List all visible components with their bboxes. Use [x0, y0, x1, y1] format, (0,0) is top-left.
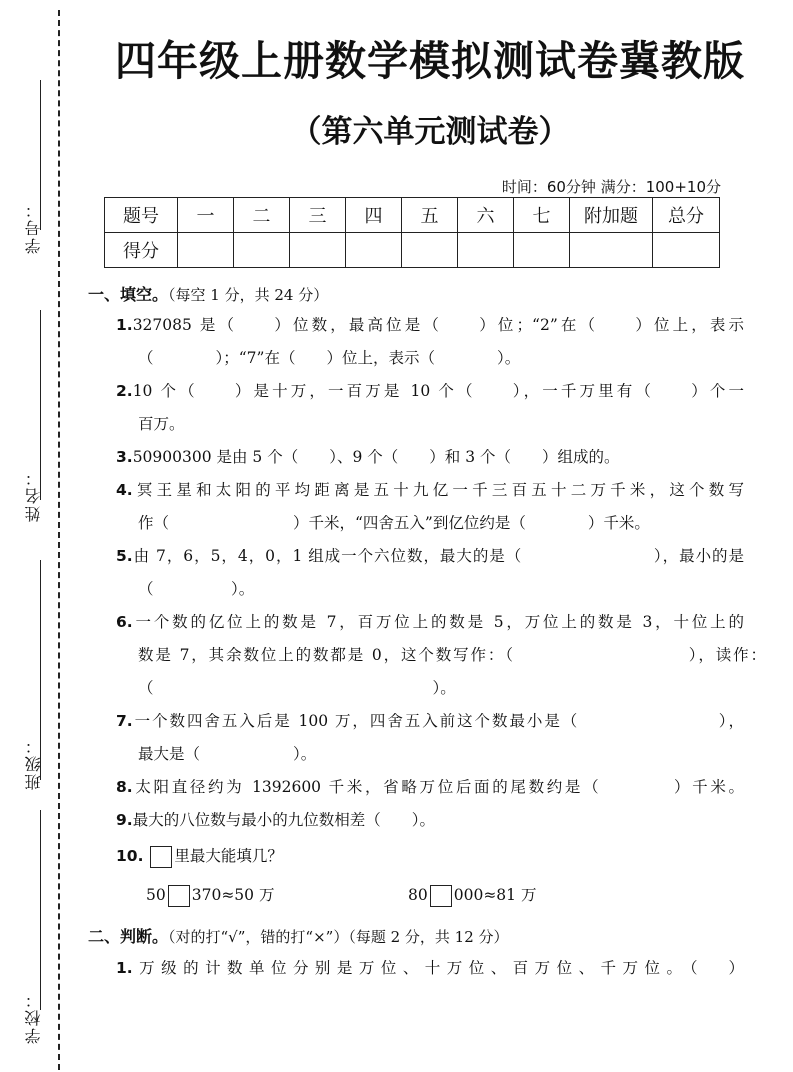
question-number: 5. [116, 547, 133, 565]
answer-box[interactable] [168, 885, 190, 907]
score-header-cell: 六 [458, 198, 514, 233]
question-text: 由 7，6，5，4，0，1 组成一个六位数，最大的是（ ），最小的是 [132, 547, 744, 565]
answer-box[interactable] [150, 846, 172, 868]
question-5-line-1 [116, 540, 744, 573]
question-number: 9. [116, 811, 133, 829]
question-4-line-2 [116, 507, 766, 540]
question-text: 最大是（ ）。 [138, 745, 317, 763]
school-line [40, 810, 41, 1010]
question-text: 最大的八位数与最小的九位数相差（ ）。 [132, 811, 435, 829]
question-6-line-3 [116, 672, 766, 705]
question-1-line-2 [116, 342, 766, 375]
question-text: （ ）。 [138, 580, 255, 598]
class-label: 班级： [24, 736, 43, 790]
score-cell[interactable] [346, 233, 402, 268]
judge-1 [116, 952, 744, 985]
score-header-cell: 七 [514, 198, 570, 233]
score-header-cell: 总分 [653, 198, 720, 233]
score-cell[interactable] [514, 233, 570, 268]
question-6-line-1 [116, 606, 744, 639]
q10-item-suffix: 370≈50 万 [191, 886, 275, 904]
question-text: 10 个（ ）是十万，一百万是 10 个（ ），一千万里有（ ）个一 [132, 382, 744, 400]
page-title: 四年级上册数学模拟测试卷冀教版 [115, 37, 745, 85]
school-label: 学校： [24, 990, 43, 1044]
score-header-cell: 五 [402, 198, 458, 233]
question-text: 一个数的亿位上的数是 7，百万位上的数是 5，万位上的数是 3，十位上的 [132, 613, 744, 631]
question-2-line-2 [116, 408, 766, 441]
question-7-line-1 [116, 705, 744, 738]
question-9-line-1 [116, 804, 744, 837]
section-fill-heading [88, 282, 328, 305]
question-text: （ ）；“7”在（ ）位上，表示（ ）。 [138, 349, 521, 367]
question-2-line-1 [116, 375, 744, 408]
exam-meta: 时间：60分钟 满分：100+10分 [501, 178, 721, 196]
question-3-line-1 [116, 441, 744, 474]
score-cell[interactable] [290, 233, 346, 268]
section-fill-title: 一、填空。 [88, 285, 169, 304]
question-number: 10. [116, 847, 144, 865]
q10-item-2 [408, 880, 536, 910]
student-id-label: 学号： [24, 200, 43, 254]
section-judge-title: 二、判断。 [88, 927, 169, 946]
score-table-score-row [105, 233, 720, 268]
answer-box[interactable] [430, 885, 452, 907]
score-header-cell: 三 [290, 198, 346, 233]
score-cell[interactable] [458, 233, 514, 268]
score-cell[interactable] [178, 233, 234, 268]
question-text: 作（ ）千米，“四舍五入”到亿位约是（ ）千米。 [138, 514, 650, 532]
question-6-line-2 [116, 639, 766, 672]
score-header-cell: 一 [178, 198, 234, 233]
score-header-cell: 题号 [105, 198, 178, 233]
question-number: 3. [116, 448, 133, 466]
question-number: 2. [116, 382, 133, 400]
q10-item-prefix: 80 [408, 886, 428, 904]
question-5-line-2 [116, 573, 766, 606]
score-table-header-row [105, 198, 720, 233]
score-header-cell: 附加题 [570, 198, 653, 233]
score-cell[interactable] [234, 233, 290, 268]
name-label: 姓名： [24, 468, 43, 522]
question-number: 1. [116, 316, 133, 334]
score-header-cell: 四 [346, 198, 402, 233]
question-text: 里最大能填几？ [174, 847, 283, 865]
question-text: 太阳直径约为 1392600 千米，省略万位后面的尾数约是（ ）千米。 [132, 778, 744, 796]
question-number: 4. [116, 481, 133, 499]
question-8-line-1 [116, 771, 744, 804]
score-cell[interactable] [570, 233, 653, 268]
question-number: 1. [116, 959, 133, 977]
question-1-line-1 [116, 309, 744, 342]
question-text: 一个数四舍五入后是 100 万，四舍五入前这个数最小是（ ）， [132, 712, 744, 730]
section-fill-note: （每空 1 分，共 24 分） [168, 286, 329, 304]
question-text: 327085 是（ ）位数，最高位是（ ）位；“2”在（ ）位上，表示 [132, 316, 744, 334]
score-row-label: 得分 [105, 233, 178, 268]
question-text: 50900300 是由 5 个（ ）、9 个（ ）和 3 个（ ）组成的。 [132, 448, 620, 466]
judge-answer-blank[interactable]: （ ） [681, 959, 744, 977]
score-table [104, 197, 720, 268]
question-4-line-1 [116, 474, 744, 507]
q10-item-prefix: 50 [146, 886, 166, 904]
section-judge-heading [88, 924, 509, 947]
q10-item-1 [146, 880, 274, 910]
score-cell[interactable] [402, 233, 458, 268]
score-cell[interactable] [653, 233, 720, 268]
question-number: 6. [116, 613, 133, 631]
question-number: 8. [116, 778, 133, 796]
question-text: 数是 7，其余数位上的数都是 0，这个数写作：（ ），读作： [138, 646, 766, 664]
question-7-line-2 [116, 738, 766, 771]
binding-dashed-line [58, 10, 60, 1070]
question-text: 冥王星和太阳的平均距离是五十九亿一千三百五十二万千米，这个数写 [132, 481, 744, 499]
q10-item-suffix: 000≈81 万 [453, 886, 537, 904]
question-text: 万级的计数单位分别是万位、十万位、百万位、千万位。 [132, 959, 682, 977]
section-judge-note: （对的打“√”，错的打“×”）（每题 2 分，共 12 分） [168, 928, 509, 946]
question-text: 百万。 [138, 415, 185, 433]
question-10-line-1 [116, 840, 744, 873]
score-header-cell: 二 [234, 198, 290, 233]
page-subtitle: （第六单元测试卷） [290, 114, 570, 150]
question-number: 7. [116, 712, 133, 730]
question-text: （ ）。 [138, 679, 456, 697]
